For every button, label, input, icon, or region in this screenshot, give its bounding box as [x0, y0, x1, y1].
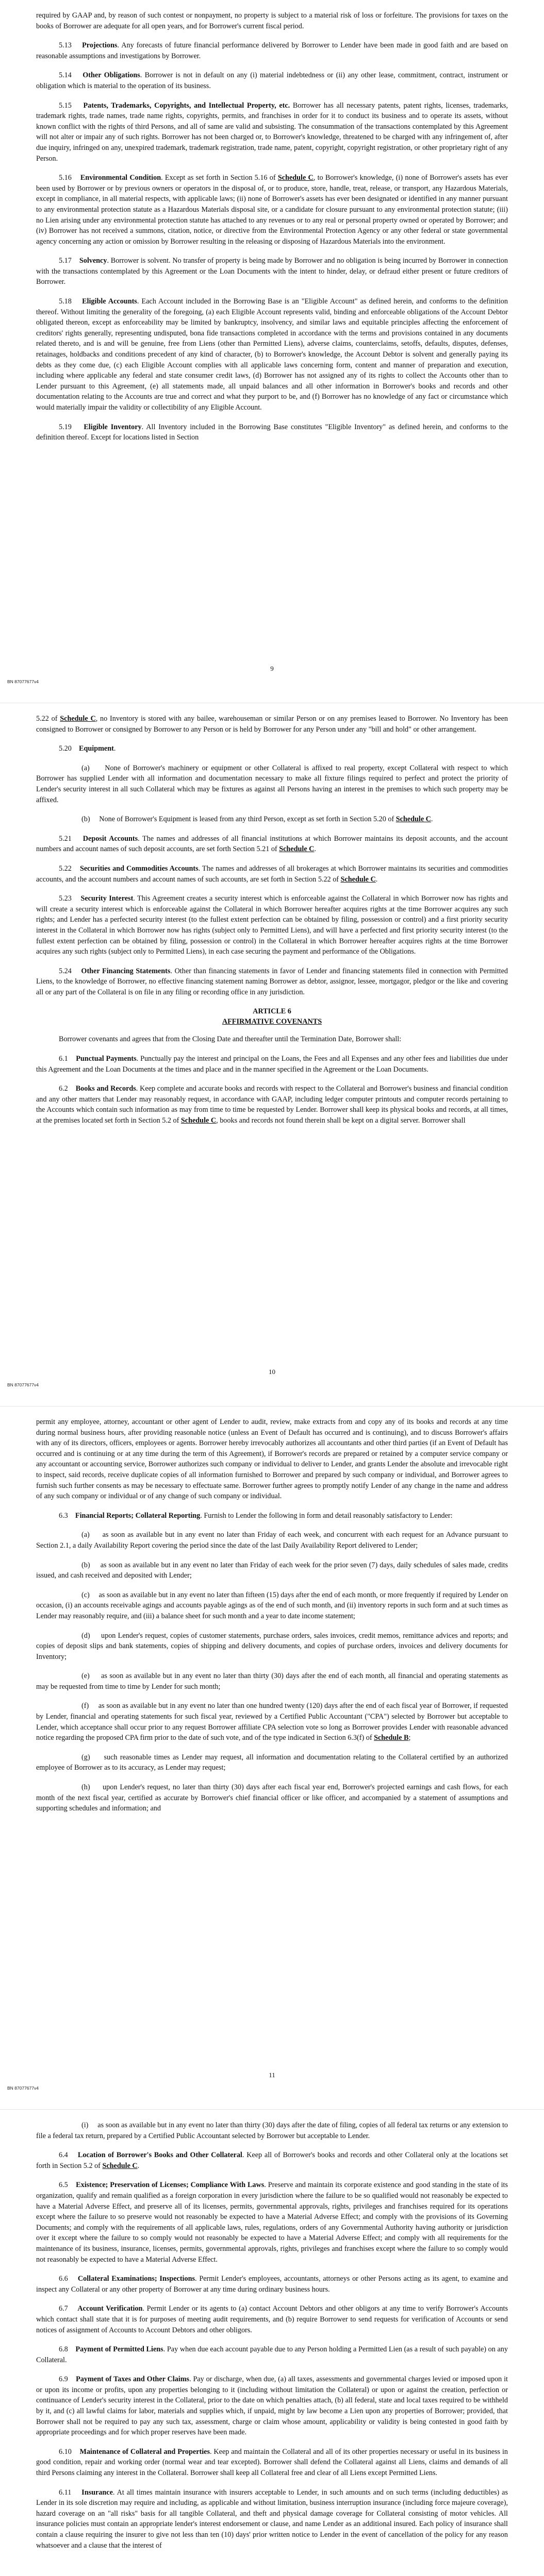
- paragraph: 6.11 Insurance. At all times maintain insurance with insurers acceptable to Lender, in such amounts and on such terms (including deductibles) as Lender in its sole discretion may require and including, as applicable and without limitation, business interruption insurance (including force majeure coverage), hazard coverage on an "all risks" basis for all tangible Collateral, and theft and physical damage coverage for Collateral consisting of motor vehicles. All insurance policies must contain an appropriate lender's interest endorsement or clause, and name Lender as an additional insured. Each policy of insurance shall contain a clause requiring the insurer to give not less than ten (10) days' prior written notice to Lender in the event of cancellation of the policy for any reason whatsoever and a clause that the interest of: [36, 2488, 508, 2550]
- document-id: BN 87077677v4: [7, 1382, 39, 1387]
- document-page: [0, 703, 544, 1406]
- paragraph: 5.22 of Schedule C, no Inventory is stored with any bailee, warehouseman or similar Person or on any premises leased to Borrower. No Inventory has been consigned to Borrower or consigned by Borrower to any Person or is held by Borrower for any Person under any "bill and hold" or other arrangement.: [36, 715, 508, 734]
- paragraph: 5.13 Projections. Any forecasts of future financial performance delivered by Borrower to Lender have been made in good faith and are based on reasonable assumptions and investigations by Borrower.: [36, 41, 508, 60]
- paragraph: (g) such reasonable times as Lender may request, all information and documentation relating to the Collateral certified by an authorized employee of Borrower as to its accuracy, as Lender may request;: [36, 1753, 508, 1772]
- page-number: 10: [269, 1368, 275, 1376]
- paragraph: 5.21 Deposit Accounts. The names and addresses of all financial institutions at which Borrower maintains its deposit accounts, and the account numbers and account names of such deposit accounts, are set forth Section 5.21 of Schedule C.: [36, 834, 508, 854]
- paragraph: 5.15 Patents, Trademarks, Copyrights, and Intellectual Property, etc. Borrower has all necessary patents, patent rights, licenses, trademarks, trademark rights, trade names, trade name rights, copyrights, permits, and franchises in order for it to conduct its business and to operate its assets, without known conflict with the rights of third Persons, and all of same are valid and subsisting. The consummation of the transactions contemplated by this Agreement will not alter or impair any of such rights. Borrower has not been charged or, to Borrower's knowledge, threatened to be charged with any infringement of, after due inquiry, infringed on any, unexpired trademark, trademark registration, trade name, patent, copyright, copyright registration, or other proprietary right of any Person.: [36, 101, 508, 163]
- paragraph: (d) upon Lender's request, copies of customer statements, purchase orders, sales invoices, credit memos, remittance advices and reports; and copies of deposit slips and bank statements, copies of shipping and delivery documents, and copies of purchase orders, invoices and delivery documents for Inventory;: [36, 1631, 508, 1661]
- document-page: [0, 1406, 544, 2110]
- paragraph: 5.14 Other Obligations. Borrower is not in default on any (i) material indebtedness or (ii) any other lease, commitment, contract, instrument or obligation which is material to the operation of its business.: [36, 71, 508, 90]
- paragraph: 5.20 Equipment.: [59, 744, 116, 753]
- paragraph: 6.8 Payment of Permitted Liens. Pay when due each account payable due to any Person holding a Permitted Lien (as a result of such payable) on any Collateral.: [36, 2345, 508, 2364]
- paragraph: 6.10 Maintenance of Collateral and Properties. Keep and maintain the Collateral and all of its other properties necessary or useful in its business in good condition, repair and working order (normal wear and tear excepted). Borrower shall defend the Collateral against all Liens, claims and demands of all third Persons claiming any interest in the Collateral. Borrower shall keep all Collateral free and clear of all Liens except Permitted Liens.: [36, 2447, 508, 2478]
- paragraph: Borrower covenants and agrees that from the Closing Date and thereafter until the Termination Date, Borrower shall:: [59, 1035, 402, 1044]
- page-number: 9: [270, 665, 274, 672]
- paragraph: 6.4 Location of Borrower's Books and Other Collateral. Keep all of Borrower's books and records and other Collateral only at the locations set forth in Section 5.2 of Schedule C.: [36, 2151, 508, 2170]
- paragraph: 5.16 Environmental Condition. Except as set forth in Section 5.16 of Schedule C, to Borrower's knowledge, (i) none of Borrower's assets has ever been used by Borrower or by previous owners or operators in the disposal of, or to produce, store, handle, treat, release, or transport, any Hazardous Materials, except in compliance, in all material respects, with applicable laws; (ii) none of Borrower's assets has ever been designated or identified in any manner pursuant to any environmental protection statute as a Hazardous Materials disposal site, or a candidate for closure pursuant to any environmental protection statute; (iii) no Lien arising under any environmental protection statute has attached to any revenues or to any real or personal property owned or operated by Borrower; and (iv) Borrower has not received a summons, citation, notice, or directive from the Environmental Protection Agency or any other federal or state governmental agency concerning any action or omission by Borrower resulting in the releasing or disposing of Hazardous Materials into the environment.: [36, 174, 508, 246]
- article-title: AFFIRMATIVE COVENANTS: [222, 1018, 322, 1026]
- paragraph: 6.5 Existence; Preservation of Licenses; Compliance With Laws. Preserve and maintain its corporate existence and good standing in the state of its organization, qualify and remain qualified as a foreign corporation in every jurisdiction where the failure to be so qualified would not reasonably be expected to have a Material Adverse Effect, and preserve all of its licenses, permits, governmental approvals, rights, privileges and franchises required for its operations except where the failure to so preserve would not reasonably be expected to have a Material Adverse Effect; and comply with the provisions of its Governing Documents; and comply with the requirements of all applicable laws, rules, regulations, orders of any Governmental Authority having authority or jurisdiction over it except where the failure to so comply would not reasonably be expected to have a Material Adverse Effect; and comply with all requirements for the maintenance of its business, insurance, licenses, permits, governmental approvals, rights, privileges and franchises except where the failure to so comply would not reasonably be expected to have a Material Adverse Effect.: [36, 2181, 508, 2264]
- paragraph: 6.1 Punctual Payments. Punctually pay the interest and principal on the Loans, the Fees and all Expenses and any other fees and liabilities due under this Agreement and the Loan Documents at the times and place and in the manner specified in the Agreement or the Loan Documents.: [36, 1055, 508, 1074]
- paragraph: 5.22 Securities and Commodities Accounts. The names and addresses of all brokerages at which Borrower maintains its securities and commodities accounts, and the account numbers and account names of such accounts, are set forth in Section 5.22 of Schedule C.: [36, 864, 508, 884]
- paragraph: 6.2 Books and Records. Keep complete and accurate books and records with respect to the Collateral and Borrower's business and financial condition and any other matters that Lender may reasonably request, in accordance with GAAP, including ledger computer printouts and computer records pertaining to the Accounts which contain such information as may from time to time be requested by Lender. Borrower shall keep its physical books and records, at all times, at the premises located set forth in Section 5.2 of Schedule C, books and records not found therein shall be kept on a digital server. Borrower shall: [36, 1084, 508, 1125]
- paragraph: 5.18 Eligible Accounts. Each Account included in the Borrowing Base is an "Eligible Account" as defined herein, and conforms to the definition thereof. Without limiting the generality of the foregoing, (a) each Eligible Account represents valid, binding and enforceable obligations of the Account Debtor obligated thereon, except as enforceability may be limited by bankruptcy, insolvency, and similar laws and equitable principles affecting the enforcement of creditors' rights generally, representing undisputed, bona fide transactions completed in accordance with the terms and provisions contained in any documents related thereto, and is and will be genuine, free from Liens (other than Permitted Liens), adverse claims, counterclaims, setoffs, defaults, disputes, defenses, retainages, holdbacks and conditions precedent of any kind of character, (b) to Borrower's knowledge, the Account Debtor is solvent and generally paying its debts as they come due, (c) each Eligible Account complies with all applicable laws concerning form, content and manner of preparation and execution, including where applicable any federal and state consumer credit laws, (d) Borrower has not assigned any of its rights to collect the Accounts other than to Lender pursuant to this Agreement, (e) all statements made, all unpaid balances and all other information in Borrower's books and records and other documentation relating to the Accounts are true and correct and what they purport to be, and (f) Borrower has no knowledge of any fact or circumstance which would materially impair the validity or collectibility of any Eligible Account.: [36, 297, 508, 412]
- paragraph: 6.7 Account Verification. Permit Lender or its agents to (a) contact Account Debtors and other obligors at any time to verify Borrower's Accounts which contact shall state that it is for purposes of meeting audit requirements, and (b) require Borrower to send requests for verification of Accounts or send notices of assignment of Accounts to Account Debtors and other obligors.: [36, 2304, 508, 2334]
- paragraph: (e) as soon as available but in any event no later than thirty (30) days after the end of each month, all financial and operating statements as may be requested from time to time by Lender for such month;: [36, 1672, 508, 1691]
- paragraph: 6.9 Payment of Taxes and Other Claims. Pay or discharge, when due, (a) all taxes, assessments and governmental charges levied or imposed upon it or upon its income or profits, upon any properties belonging to it (including without limitation the Collateral) or upon or against the creation, perfection or continuance of Lender's security interest in the Collateral, prior to the date on which penalties attach, (b) all federal, state and local taxes required to be withheld by it, and (c) all lawful claims for labor, materials and supplies which, if unpaid, might by law become a Lien upon any properties of Borrower; provided, that Borrower shall not be required to pay any such tax, assessment, charge or claim whose amount, applicability or validity is being contested in good faith by appropriate proceedings and for which proper reserves have been made.: [36, 2375, 508, 2437]
- paragraph: (i) as soon as available but in any event no later than thirty (30) days after the date of filing, copies of all federal tax returns or any extension to file a federal tax return, prepared by a Certified Public Accountant selected by Borrower but acceptable to Lender.: [36, 2121, 508, 2140]
- paragraph: (b) as soon as available but in any event no later than Friday of each week for the prior seven (7) days, daily schedules of sales made, credits issued, and cash received and deposited with Lender;: [36, 1561, 508, 1580]
- paragraph: 5.24 Other Financing Statements. Other than financing statements in favor of Lender and financing statements filed in connection with Permitted Liens, to the knowledge of Borrower, no effective financing statement naming Borrower as debtor, assignor, lessee, mortgagor, pledgor or the like and covering all or any part of the Collateral is on file in any filing or recording office in any jurisdiction.: [36, 967, 508, 996]
- paragraph: permit any employee, attorney, accountant or other agent of Lender to audit, review, make extracts from and copy any of its books and records at any time during normal business hours, after providing reasonable notice (unless an Event of Default has occurred and is continuing), and to discuss Borrower's affairs with any of its directors, officers, employees or agents. Borrower hereby irrevocably authorizes all accountants and other third parties (if an Event of Default has occurred and is continuing or at any time during the term of this Agreement), if Borrower's records are prepared or retained by a computer service company or any accountant or accounting service, Borrower authorizes such company or individual to deliver to Lender, and grants Lender the absolute and irrevocable right to inspect, said records, receive duplicate copies of all information furnished to Borrower and prepared by such company or individual, and Borrower agrees to furnish such further consents as may be necessary to effectuate same. Borrower further agrees to promptly notify Lender of any change in the name and address of any such company or individual or of any change of such company or individual.: [36, 1418, 508, 1501]
- paragraph: 6.3 Financial Reports; Collateral Reporting. Furnish to Lender the following in form and detail reasonably satisfactory to Lender:: [59, 1511, 453, 1520]
- paragraph: (c) as soon as available but in any event no later than fifteen (15) days after the end of each month, or more frequently if required by Lender on occasion, (i) an accounts receivable agings and accounts payable agings as of the end of such month, and (ii) inventory reports in such form and at such times as Lender may reasonably require, and (iii) a balance sheet for such month and a year to date income statement;: [36, 1590, 508, 1620]
- article-heading: ARTICLE 6: [253, 1007, 291, 1016]
- page-number: 11: [269, 2071, 275, 2079]
- paragraph: required by GAAP and, by reason of such contest or nonpayment, no property is subject to a material risk of loss or forfeiture. The provisions for taxes on the books of Borrower are adequate for all open years, and for Borrower's current fiscal period.: [36, 11, 508, 30]
- paragraph: (a) as soon as available but in any event no later than Friday of each week, and concurrent with each request for an Advance pursuant to Section 2.1, a daily Availability Report covering the period since the date of the last Daily Availability Report delivered to Lender;: [36, 1531, 508, 1550]
- document-page: [0, 0, 544, 703]
- paragraph: 6.6 Collateral Examinations; Inspections. Permit Lender's employees, accountants, attorneys or other Persons acting as its agent, to examine and inspect any Collateral or any other property of Borrower at any time during ordinary business hours.: [36, 2275, 508, 2294]
- paragraph: (f) as soon as available but in any event no later than one hundred twenty (120) days after the end of each fiscal year of Borrower, if requested by Lender, financial and operating statements for such fiscal year, reviewed by a Certified Public Accountant ("CPA") selected by Borrower but acceptable to Lender, which acceptance shall occur prior to any request Borrower affiliate CPA selection vote so long as Borrower provides Lender with reasonable advanced notice regarding the proposed CPA firm prior to the date of such vote, and of the type indicated in Section 6.3(f) of Schedule B;: [36, 1702, 508, 1742]
- paragraph: (b) None of Borrower's Equipment is leased from any third Person, except as set forth in Section 5.20 of Schedule C.: [81, 815, 433, 824]
- document-id: BN 87077677v4: [7, 2086, 39, 2091]
- paragraph: 5.17 Solvency. Borrower is solvent. No transfer of property is being made by Borrower and no obligation is being incurred by Borrower in connection with the transactions contemplated by this Agreement or the Loan Documents with the intent to hinder, delay, or defraud either present or future creditors of Borrower.: [36, 257, 508, 286]
- paragraph: (a) None of Borrower's machinery or equipment or other Collateral is affixed to real property, except Collateral with respect to which Borrower has supplied Lender with all information and documentation necessary to make all fixture filings required to perfect and protect the priority of Lender's security interest in all such Collateral which may be fixtures as against all Persons having an interest in the premises to which such property may be affixed.: [36, 764, 508, 804]
- document-id: BN 87077677v4: [7, 679, 39, 684]
- paragraph: 5.23 Security Interest. This Agreement creates a security interest which is enforceable against the Collateral in which Borrower now has rights and will create a security interest which is enforceable against the Collateral in which Borrower hereafter acquires rights at the time Borrower acquires any such rights; and Lender has a perfected security interest (to the fullest extent perfection can be obtained by filing, possession or control) and a first priority security interest in the Collateral in which Borrower now has rights (subject only to Permitted Liens), and will have a perfected and first priority security interest (to the fullest extent perfection can be obtained by filing, possession or control) in the Collateral in which Borrower hereafter acquires rights at the time Borrower acquires any such rights (subject only to Permitted Liens), in each case securing the payment and performance of the Obligations.: [36, 894, 508, 956]
- paragraph: (h) upon Lender's request, no later than thirty (30) days after each fiscal year end, Borrower's projected earnings and cash flows, for each month of the next fiscal year, certified as accurate by Borrower's chief financial officer or like officer, and accompanied by a statement of assumptions and supporting schedules and information; and: [36, 1783, 508, 1813]
- document-page: [0, 2110, 544, 2576]
- paragraph: 5.19 Eligible Inventory. All Inventory included in the Borrowing Base constitutes "Eligible Inventory" as defined herein, and conforms to the definition thereof. Except for locations listed in Section: [36, 422, 508, 442]
